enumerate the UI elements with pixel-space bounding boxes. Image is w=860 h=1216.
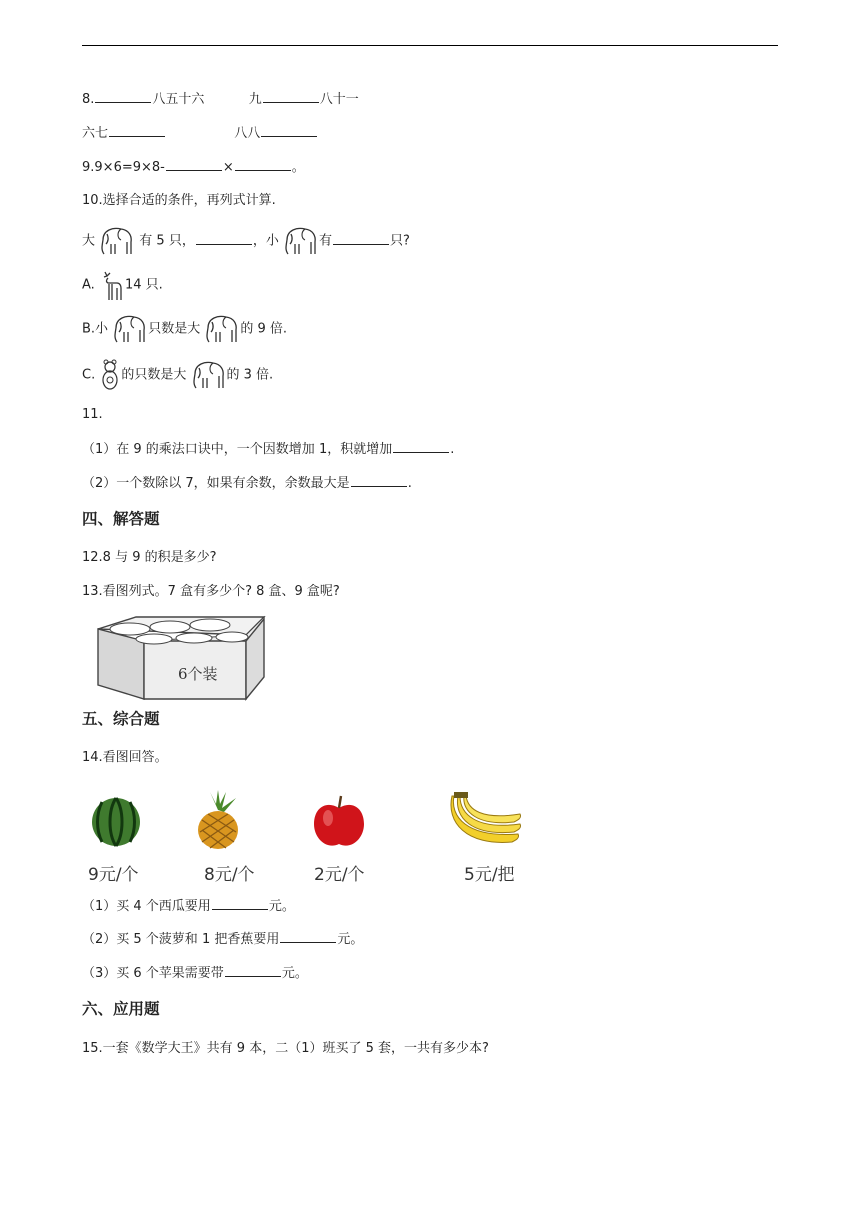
q12: 12.8 与 9 的积是多少? bbox=[82, 550, 217, 565]
egg-box-image bbox=[96, 615, 266, 701]
answer-blank[interactable] bbox=[235, 158, 291, 171]
q13: 13.看图列式。7 盒有多少个? 8 盒、9 盒呢? bbox=[82, 584, 340, 599]
q8-row2: 六七 八八 bbox=[82, 124, 318, 143]
answer-blank[interactable] bbox=[166, 158, 222, 171]
answer-blank[interactable] bbox=[212, 897, 268, 910]
q10-stem: 大 有 5 只， ，小 有 只? bbox=[82, 224, 410, 258]
q11-number: 11. bbox=[82, 407, 103, 422]
answer-blank[interactable] bbox=[280, 930, 336, 943]
banana-icon bbox=[446, 792, 524, 846]
q9: 9.9×6=9×8- × 。 bbox=[82, 160, 305, 175]
price-banana: 5元/把 bbox=[464, 865, 515, 885]
answer-blank[interactable] bbox=[261, 124, 317, 137]
watermelon-icon bbox=[90, 796, 142, 848]
answer-blank[interactable] bbox=[393, 440, 449, 453]
q10-title: 10.选择合适的条件，再列式计算. bbox=[82, 193, 276, 208]
elephant-icon bbox=[191, 358, 227, 392]
answer-blank[interactable] bbox=[109, 124, 165, 137]
price-pineapple: 8元/个 bbox=[204, 865, 255, 885]
answer-blank[interactable] bbox=[263, 90, 319, 103]
bear-icon bbox=[99, 358, 121, 392]
q11-part2: （2）一个数除以 7，如果有余数，余数最大是 . bbox=[82, 476, 412, 491]
q14-part3: （3）买 6 个苹果需要带 元。 bbox=[82, 966, 308, 981]
q10-option-b: B.小 只数是大 的 9 倍. bbox=[82, 312, 287, 346]
q14-part1: （1）买 4 个西瓜要用 元。 bbox=[82, 899, 295, 914]
q14-title: 14.看图回答。 bbox=[82, 750, 168, 765]
apple-icon bbox=[312, 794, 366, 850]
elephant-icon bbox=[283, 224, 319, 258]
q15: 15.一套《数学大王》共有 9 本，二（1）班买了 5 套，一共有多少本? bbox=[82, 1041, 489, 1056]
q14-part2: （2）买 5 个菠萝和 1 把香蕉要用 元。 bbox=[82, 932, 364, 947]
section-heading-6: 六、应用题 bbox=[82, 1000, 160, 1018]
answer-blank[interactable] bbox=[196, 232, 252, 245]
header-rule bbox=[82, 45, 778, 46]
answer-blank[interactable] bbox=[95, 90, 151, 103]
elephant-icon bbox=[204, 312, 240, 346]
answer-blank[interactable] bbox=[333, 232, 389, 245]
deer-icon bbox=[99, 268, 125, 302]
q10-option-c: C. 的只数是大 的 3 倍. bbox=[82, 358, 273, 392]
q10-option-a: A. 14 只. bbox=[82, 268, 163, 302]
elephant-icon bbox=[112, 312, 148, 346]
q8-row1: 8. 八五十六 九 八十一 bbox=[82, 92, 359, 107]
answer-blank[interactable] bbox=[351, 474, 407, 487]
pineapple-icon bbox=[192, 790, 244, 850]
price-watermelon: 9元/个 bbox=[88, 865, 139, 885]
section-heading-4: 四、解答题 bbox=[82, 510, 160, 528]
q11-part1: （1）在 9 的乘法口诀中，一个因数增加 1，积就增加 . bbox=[82, 442, 455, 457]
price-apple: 2元/个 bbox=[314, 865, 365, 885]
section-heading-5: 五、综合题 bbox=[82, 710, 160, 728]
box-label: 6个装 bbox=[178, 665, 218, 683]
elephant-icon bbox=[99, 224, 135, 258]
answer-blank[interactable] bbox=[225, 964, 281, 977]
